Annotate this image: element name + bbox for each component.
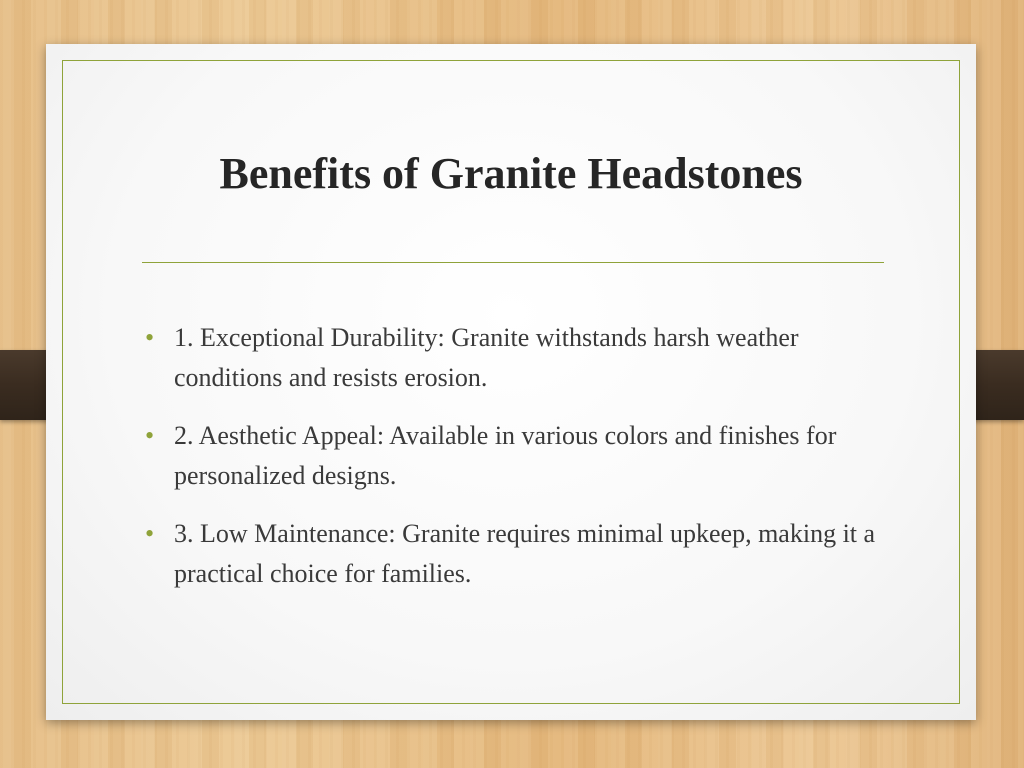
bullet-item — [142, 416, 882, 496]
bullet-marker: • — [145, 519, 155, 548]
bullet-marker: • — [145, 421, 155, 450]
bullet-marker: • — [145, 323, 155, 352]
bullet-item — [142, 318, 882, 398]
bullet-item — [142, 514, 882, 594]
bullet-text: 3. Low Maintenance: Granite requires minimal upkeep, making it a practical choice for families. — [174, 519, 876, 588]
bullet-list — [142, 318, 882, 612]
bullet-text: 1. Exceptional Durability: Granite withstands harsh weather conditions and resists erosion. — [174, 323, 799, 392]
slide-paper — [46, 44, 976, 720]
bullet-text: 2. Aesthetic Appeal: Available in various colors and finishes for personalized designs. — [174, 421, 837, 490]
title-divider — [142, 262, 884, 263]
slide-title: Benefits of Granite Headstones — [219, 149, 803, 198]
